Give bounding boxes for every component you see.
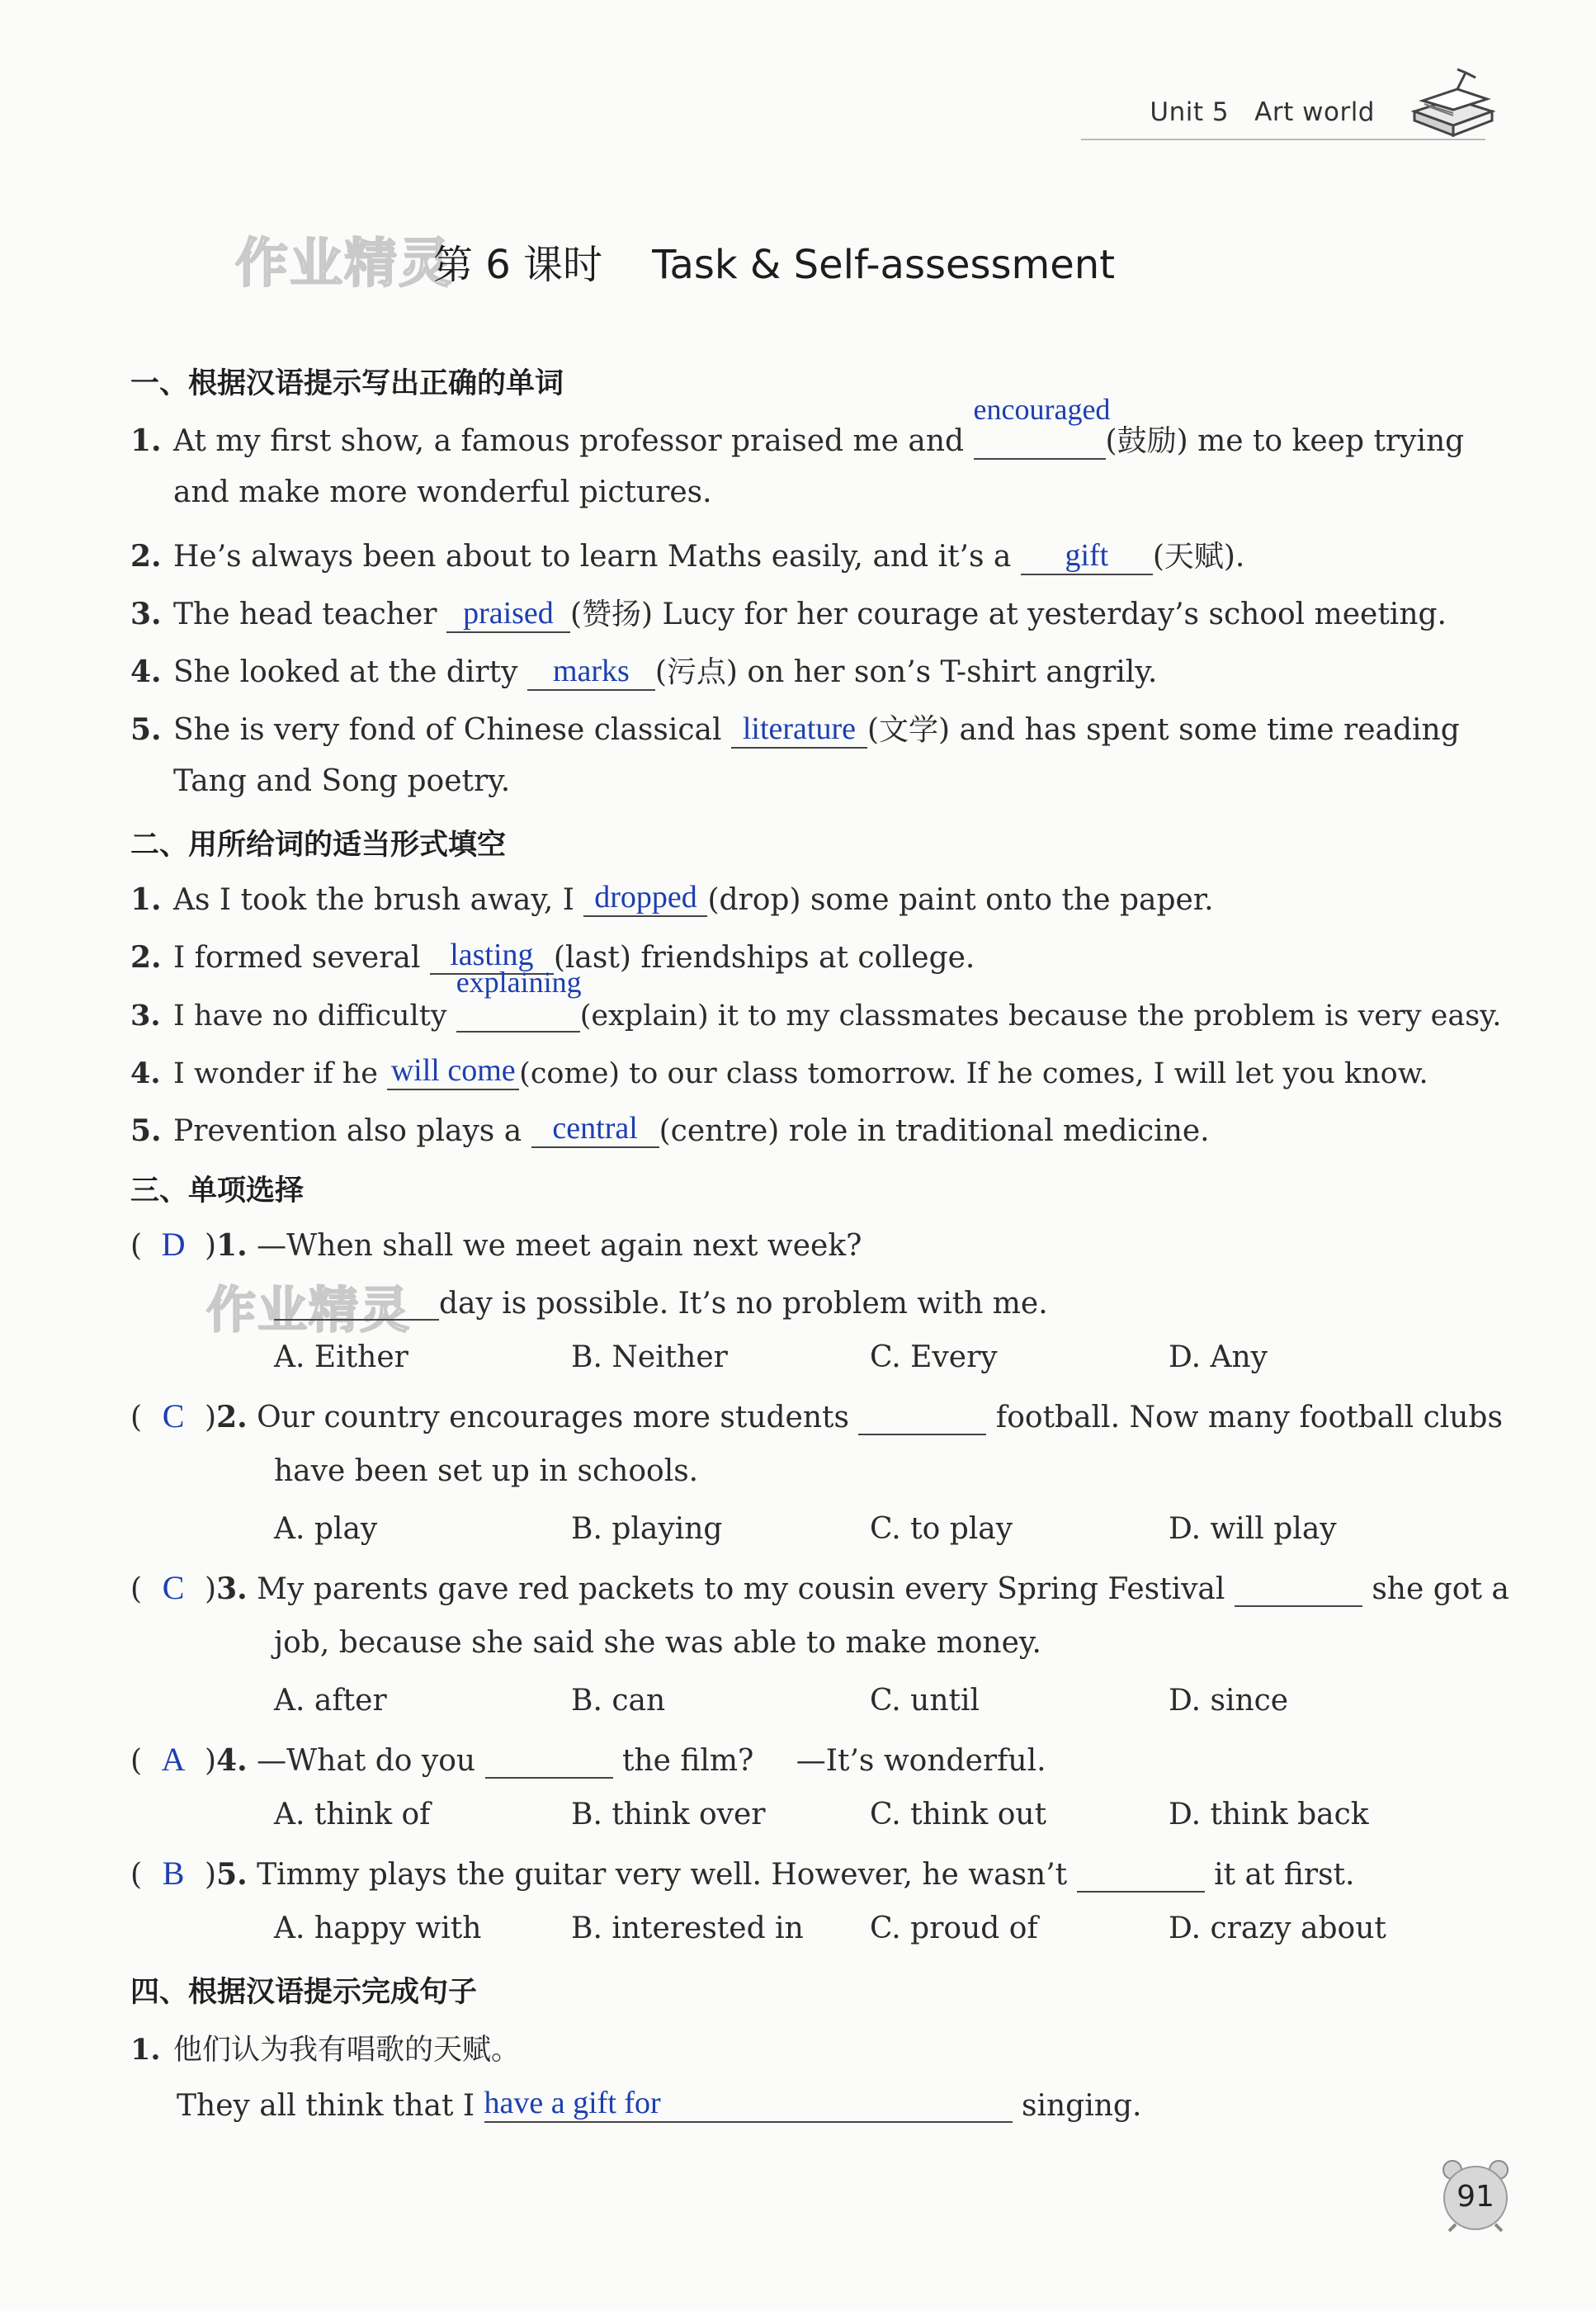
answer-text: will come: [390, 1053, 516, 1088]
answer-text: lasting: [450, 938, 534, 972]
option-c[interactable]: C. until: [870, 1684, 980, 1718]
option-d[interactable]: D. will play: [1169, 1512, 1337, 1546]
answer-text: central: [552, 1111, 638, 1146]
option-b[interactable]: B. interested in: [571, 1912, 804, 1945]
exercise-item: 4. She looked at the dirty marks (污点) on her son’s T-shirt angrily.: [130, 654, 1158, 689]
exercise-item: 5. She is very fond of Chinese classical literature (文学) and has spent some time reading: [130, 711, 1460, 747]
option-a[interactable]: A. play: [274, 1512, 378, 1546]
option-c[interactable]: C. to play: [870, 1512, 1013, 1546]
section-heading: 一、根据汉语提示写出正确的单词: [130, 367, 564, 400]
exercise-item: 4. I wonder if he will come (come) to our class tomorrow. If he comes, I will let you know.: [130, 1053, 1428, 1090]
lesson-number: 第 6 课时: [433, 242, 603, 288]
answer-text: gift: [1065, 538, 1109, 573]
option-b[interactable]: B. think over: [571, 1798, 766, 1831]
section-heading: 二、用所给词的适当形式填空: [130, 829, 507, 862]
section-heading: 四、根据汉语提示完成句子: [130, 1976, 478, 2009]
answer-blank[interactable]: [531, 1110, 659, 1148]
answer-blank[interactable]: [527, 653, 655, 691]
answer-text: praised: [463, 596, 554, 631]
mc-question: ( A )4. —What do you the film? —It’s wonderful.: [130, 1741, 1046, 1778]
answer-text: explaining: [456, 966, 582, 999]
exercise-item: 1. At my first show, a famous professor praised me and encouraged (鼓励) me to keep trying: [130, 393, 1465, 458]
answer-text: dropped: [594, 880, 697, 914]
answer-text: literature: [742, 711, 856, 746]
answer-blank[interactable]: [484, 2085, 1013, 2123]
exercise-item: 5. Prevention also plays a central (centre) role in traditional medicine.: [130, 1111, 1210, 1148]
exercise-item: 1. 他们认为我有唱歌的天赋。: [130, 2033, 521, 2067]
answer-blank[interactable]: [446, 595, 570, 633]
choice-answer: D: [161, 1226, 186, 1263]
choice-answer: C: [162, 1569, 185, 1606]
answer-blank[interactable]: [456, 966, 582, 1033]
option-a[interactable]: A. think of: [274, 1798, 431, 1831]
unit-title: Art world: [1254, 97, 1375, 127]
option-a[interactable]: A. after: [274, 1684, 387, 1718]
answer-text: encouraged: [973, 393, 1111, 426]
option-c[interactable]: C. think out: [870, 1798, 1047, 1831]
exercise-item: 2. He’s always been about to learn Maths easily, and it’s a gift (天赋).: [130, 538, 1245, 574]
books-icon: [1408, 66, 1499, 148]
mc-question: ( C )3. My parents gave red packets to my cousin every Spring Festival she got a: [130, 1569, 1509, 1606]
section-heading: 三、单项选择: [130, 1174, 305, 1207]
option-b[interactable]: B. can: [571, 1684, 666, 1718]
answer-blank[interactable]: [485, 1741, 613, 1779]
watermark-mid: 作业精灵: [206, 1282, 411, 1340]
option-d[interactable]: D. think back: [1169, 1798, 1369, 1831]
mc-continuation: have been set up in schools.: [274, 1454, 699, 1488]
answer-blank[interactable]: [274, 1283, 439, 1321]
page-number-badge: [1436, 2158, 1515, 2233]
answer-blank[interactable]: [973, 393, 1111, 460]
mc-continuation: day is possible. It’s no problem with me.: [274, 1283, 1048, 1321]
answer-blank[interactable]: [1021, 537, 1153, 575]
answer-blank[interactable]: [583, 879, 707, 917]
choice-answer: B: [162, 1855, 185, 1892]
option-c[interactable]: C. proud of: [870, 1912, 1038, 1945]
answer-blank[interactable]: [858, 1397, 986, 1435]
option-a[interactable]: A. Either: [274, 1340, 408, 1374]
watermark-top: 作业精灵: [235, 234, 453, 295]
answer-blank[interactable]: [387, 1052, 519, 1090]
exercise-item: 2. I formed several lasting (last) friendships at college.: [130, 938, 975, 975]
mc-continuation: job, because she said she was able to make money.: [274, 1626, 1041, 1660]
answer-text: have a gift for: [484, 2086, 661, 2120]
exercise-continuation: Tang and Song poetry.: [173, 764, 511, 798]
exercise-item: 3. I have no difficulty explaining (explain) it to my classmates because the problem is very easy.: [130, 966, 1502, 1033]
mc-question: ( C )2. Our country encourages more students football. Now many football clubs: [130, 1397, 1503, 1434]
answer-blank[interactable]: [1235, 1569, 1362, 1607]
sentence-completion: They all think that I have a gift for singing.: [177, 2086, 1142, 2123]
exercise-item: 1. As I took the brush away, I dropped (drop) some paint onto the paper.: [130, 880, 1214, 917]
unit-label: Unit 5: [1150, 97, 1230, 127]
answer-blank[interactable]: [1077, 1855, 1205, 1893]
lesson-title: [433, 233, 1115, 290]
lesson-name: Task & Self-assessment: [652, 242, 1116, 288]
exercise-continuation: and make more wonderful pictures.: [173, 475, 712, 509]
running-header: [1150, 97, 1375, 127]
answer-blank[interactable]: [731, 711, 867, 749]
chinese-prompt: 他们认为我有唱歌的天赋。: [173, 2034, 521, 2067]
exercise-item: 3. The head teacher praised (赞扬) Lucy for her courage at yesterday’s school meeting.: [130, 596, 1447, 631]
choice-answer: C: [162, 1397, 185, 1434]
option-d[interactable]: D. crazy about: [1169, 1912, 1386, 1945]
mc-question: ( D )1. —When shall we meet again next week?: [130, 1226, 862, 1263]
choice-answer: A: [161, 1741, 186, 1778]
option-b[interactable]: B. playing: [571, 1512, 723, 1546]
option-d[interactable]: D. Any: [1169, 1340, 1268, 1374]
option-a[interactable]: A. happy with: [274, 1912, 482, 1945]
option-c[interactable]: C. Every: [870, 1340, 998, 1374]
option-b[interactable]: B. Neither: [571, 1340, 728, 1374]
option-d[interactable]: D. since: [1169, 1684, 1289, 1718]
mc-question: ( B )5. Timmy plays the guitar very well. However, he wasn’t it at first.: [130, 1855, 1355, 1892]
page-number: 91: [1457, 2180, 1494, 2214]
answer-text: marks: [552, 654, 630, 688]
